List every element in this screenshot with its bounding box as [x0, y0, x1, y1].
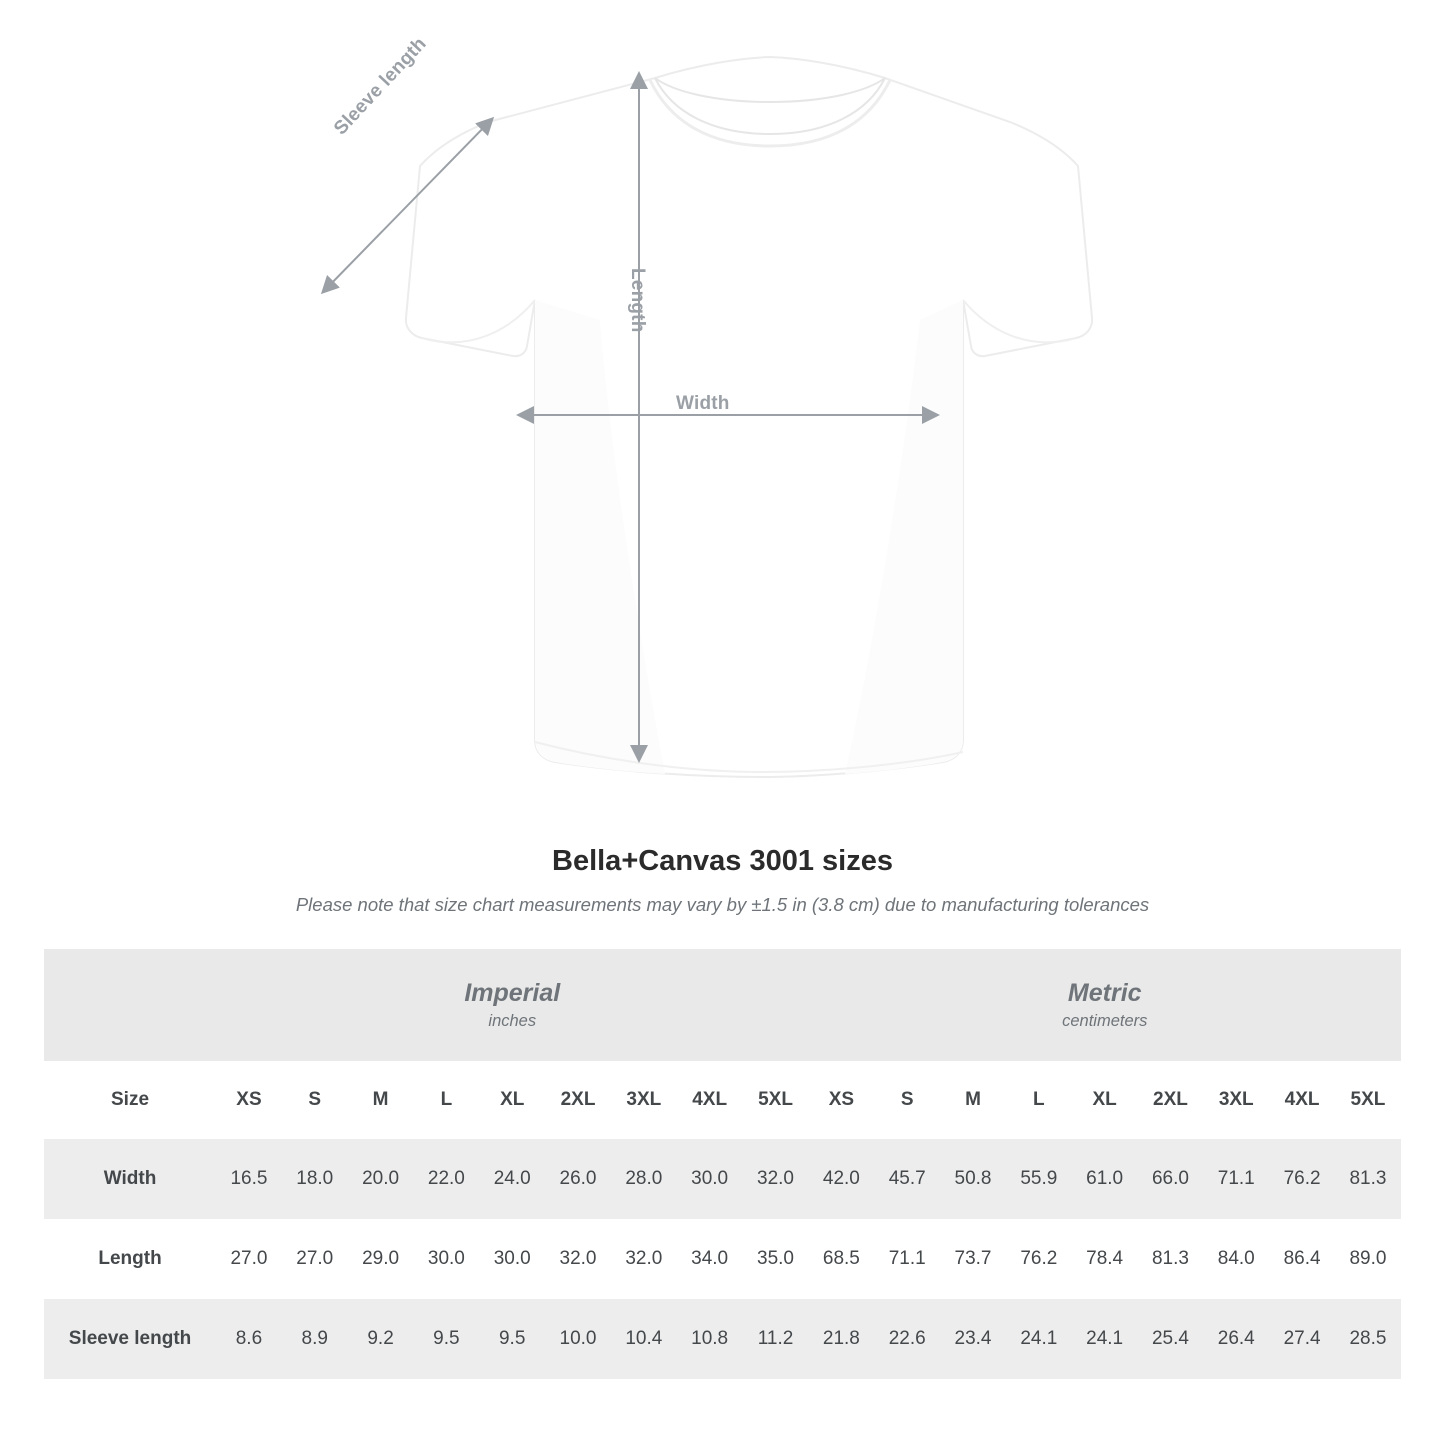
measurement-cell: 45.7 — [874, 1139, 940, 1219]
measurement-cell: 84.0 — [1203, 1219, 1269, 1299]
width-label: Width — [676, 393, 730, 414]
size-column-header: 2XL — [545, 1061, 611, 1139]
measurement-cell: 26.4 — [1203, 1299, 1269, 1379]
page-title: Bella+Canvas 3001 sizes — [552, 845, 893, 877]
measurement-row-label: Width — [44, 1139, 216, 1219]
measurement-cell: 27.0 — [216, 1219, 282, 1299]
unit-system-unit: inches — [488, 1012, 537, 1031]
size-header-row — [44, 1061, 1401, 1139]
length-label: Length — [627, 268, 648, 333]
size-column-header: S — [874, 1061, 940, 1139]
size-table — [44, 949, 1401, 1379]
size-column-header: 3XL — [1203, 1061, 1269, 1139]
measurement-cell: 71.1 — [874, 1219, 940, 1299]
measurement-cell: 55.9 — [1006, 1139, 1072, 1219]
table-row — [44, 1139, 1401, 1219]
size-column-header: L — [413, 1061, 479, 1139]
measurement-cell: 20.0 — [348, 1139, 414, 1219]
measurement-cell: 73.7 — [940, 1219, 1006, 1299]
chart-title-block — [0, 845, 1445, 916]
unit-system-header-row — [44, 949, 1401, 1061]
unit-system-header-imperial — [216, 949, 808, 1061]
size-column-header: 5XL — [1335, 1061, 1401, 1139]
size-column-header: 2XL — [1138, 1061, 1204, 1139]
size-row-label: Size — [44, 1061, 216, 1139]
size-table-container — [44, 949, 1401, 1379]
unit-system-corner-cell — [44, 949, 216, 1061]
measurement-cell: 26.0 — [545, 1139, 611, 1219]
measurement-cell: 61.0 — [1072, 1139, 1138, 1219]
measurement-cell: 76.2 — [1006, 1219, 1072, 1299]
measurement-cell: 32.0 — [611, 1219, 677, 1299]
measurement-cell: 78.4 — [1072, 1219, 1138, 1299]
measurement-cell: 50.8 — [940, 1139, 1006, 1219]
measurement-cell: 8.9 — [282, 1299, 348, 1379]
measurement-cell: 16.5 — [216, 1139, 282, 1219]
measurement-cell: 24.1 — [1006, 1299, 1072, 1379]
size-column-header: M — [348, 1061, 414, 1139]
measurement-cell: 30.0 — [413, 1219, 479, 1299]
measurement-cell: 27.0 — [282, 1219, 348, 1299]
size-column-header: 3XL — [611, 1061, 677, 1139]
measurement-cell: 89.0 — [1335, 1219, 1401, 1299]
measurement-cell: 28.5 — [1335, 1299, 1401, 1379]
measurement-cell: 28.0 — [611, 1139, 677, 1219]
measurement-cell: 34.0 — [677, 1219, 743, 1299]
measurement-cell: 81.3 — [1335, 1139, 1401, 1219]
measurement-row-label: Sleeve length — [44, 1299, 216, 1379]
measurement-cell: 8.6 — [216, 1299, 282, 1379]
measurement-cell: 22.0 — [413, 1139, 479, 1219]
measurement-cell: 30.0 — [479, 1219, 545, 1299]
size-column-header: XS — [808, 1061, 874, 1139]
measurement-cell: 24.1 — [1072, 1299, 1138, 1379]
measurement-cell: 29.0 — [348, 1219, 414, 1299]
unit-system-name: Imperial — [464, 978, 561, 1007]
size-column-header: XL — [479, 1061, 545, 1139]
measurement-row-label: Length — [44, 1219, 216, 1299]
size-column-header: 4XL — [1269, 1061, 1335, 1139]
size-column-header: 5XL — [743, 1061, 809, 1139]
measurement-cell: 42.0 — [808, 1139, 874, 1219]
measurement-cell: 22.6 — [874, 1299, 940, 1379]
measurement-cell: 21.8 — [808, 1299, 874, 1379]
measurement-cell: 86.4 — [1269, 1219, 1335, 1299]
measurement-cell: 10.4 — [611, 1299, 677, 1379]
table-row — [44, 1219, 1401, 1299]
table-row — [44, 1299, 1401, 1379]
measurement-cell: 68.5 — [808, 1219, 874, 1299]
size-column-header: XL — [1072, 1061, 1138, 1139]
measurement-cell: 23.4 — [940, 1299, 1006, 1379]
measurement-cell: 76.2 — [1269, 1139, 1335, 1219]
measurement-cell: 9.2 — [348, 1299, 414, 1379]
measurement-cell: 32.0 — [545, 1219, 611, 1299]
size-column-header: M — [940, 1061, 1006, 1139]
measurement-cell: 9.5 — [479, 1299, 545, 1379]
measurement-cell: 10.8 — [677, 1299, 743, 1379]
sleeve-length-label: Sleeve length — [330, 33, 431, 140]
measurement-cell: 24.0 — [479, 1139, 545, 1219]
size-column-header: L — [1006, 1061, 1072, 1139]
tshirt-shape — [406, 57, 1092, 777]
measurement-cell: 81.3 — [1138, 1219, 1204, 1299]
measurement-cell: 32.0 — [743, 1139, 809, 1219]
measurement-cell: 25.4 — [1138, 1299, 1204, 1379]
tolerance-note: Please note that size chart measurements may vary by ±1.5 in (3.8 cm) due to manufacturing tolerances — [295, 894, 1150, 915]
size-column-header: XS — [216, 1061, 282, 1139]
measurement-cell: 11.2 — [743, 1299, 809, 1379]
unit-system-unit: centimeters — [1062, 1012, 1148, 1031]
unit-system-name: Metric — [1067, 978, 1142, 1007]
measurement-cell: 18.0 — [282, 1139, 348, 1219]
size-column-header: S — [282, 1061, 348, 1139]
measurement-cell: 35.0 — [743, 1219, 809, 1299]
measurement-cell: 9.5 — [413, 1299, 479, 1379]
unit-system-header-metric — [808, 949, 1401, 1061]
size-column-header: 4XL — [677, 1061, 743, 1139]
measurement-cell: 66.0 — [1138, 1139, 1204, 1219]
measurement-cell: 10.0 — [545, 1299, 611, 1379]
measurement-cell: 27.4 — [1269, 1299, 1335, 1379]
measurement-cell: 71.1 — [1203, 1139, 1269, 1219]
measurement-cell: 30.0 — [677, 1139, 743, 1219]
